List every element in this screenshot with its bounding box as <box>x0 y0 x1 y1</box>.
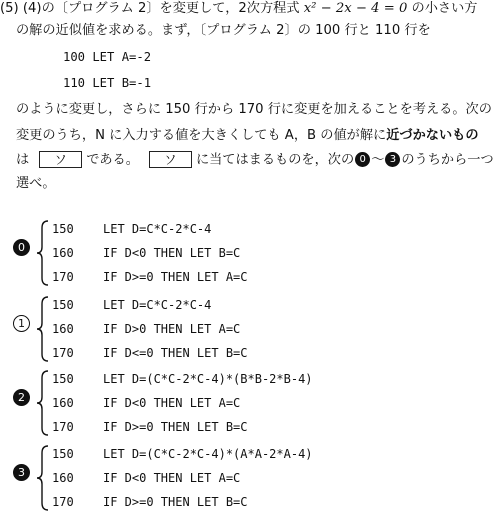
option-1-code-line: IF D>0 THEN LET A=C <box>103 322 241 336</box>
option-0-code-line: IF D>=0 THEN LET A=C <box>103 270 248 284</box>
option-1-code-line: IF D<=0 THEN LET B=C <box>103 346 248 360</box>
option-0-marker: 0 <box>355 152 370 167</box>
option-0-code-line: IF D<0 THEN LET B=C <box>103 246 241 260</box>
option-3-line-number: 170 <box>52 495 74 509</box>
problem-text-5c: に当てはまるものを，次の <box>195 152 355 168</box>
option-3-marker: 3 <box>385 152 400 167</box>
option-3-brace <box>34 445 52 511</box>
option-0-line-number: 150 <box>52 222 74 236</box>
option-2-brace <box>34 370 52 436</box>
problem-text-1b: の小さい方 <box>407 1 478 16</box>
option-0-brace <box>34 220 52 286</box>
option-3-line-number: 150 <box>52 447 74 461</box>
equation: x² − 2x − 4 = 0 <box>303 1 408 16</box>
option-2-line-number: 150 <box>52 372 74 386</box>
problem-text-5b: である。 <box>86 152 139 168</box>
option-0-line-number: 170 <box>52 270 74 284</box>
answer-box-so: ソ <box>39 151 82 168</box>
code-line-110: 110 LET B=-1 <box>63 76 152 90</box>
problem-number: (5) <box>0 1 19 16</box>
problem-text-5a: は <box>16 152 30 168</box>
problem-line-2: の解の近似値を求める。まず，〔プログラム 2〕の 100 行と 110 行を <box>16 23 431 38</box>
emphasis-text: 近づかないもの <box>386 128 479 143</box>
option-1-line-number: 170 <box>52 346 74 360</box>
option-1-label: 1 <box>13 315 30 332</box>
option-1-line-number: 160 <box>52 322 74 336</box>
option-2-code-line: LET D=(C*C-2*C-4)*(B*B-2*B-4) <box>103 372 313 386</box>
answer-box-so-ref: ソ <box>149 151 192 168</box>
range-tilde: 〜 <box>371 152 385 168</box>
option-0-line-number: 160 <box>52 246 74 260</box>
option-3-code-line: IF D<0 THEN LET A=C <box>103 471 241 485</box>
option-3-code-line: LET D=(C*C-2*C-4)*(A*A-2*A-4) <box>103 447 313 461</box>
problem-line-4 <box>16 127 479 145</box>
option-1-line-number: 150 <box>52 298 74 312</box>
code-line-100: 100 LET A=-2 <box>63 50 152 64</box>
option-2-label: 2 <box>13 389 30 406</box>
option-2-line-number: 160 <box>52 396 74 410</box>
problem-text-5d: のうちから一つ <box>401 152 494 168</box>
option-2-code-line: IF D>=0 THEN LET B=C <box>103 420 248 434</box>
option-2-line-number: 170 <box>52 420 74 434</box>
problem-line-6: 選べ。 <box>16 176 56 191</box>
problem-text-4a: 変更のうち，N に入力する値を大きくしても A，B の値が解に <box>16 128 387 143</box>
option-3-label: 3 <box>13 464 30 481</box>
option-0-label: 0 <box>13 239 30 256</box>
option-1-code-line: LET D=C*C-2*C-4 <box>103 298 212 312</box>
problem-text-1a: (4)の〔プログラム 2〕を変更して，2次方程式 <box>22 1 304 16</box>
option-3-code-line: IF D>=0 THEN LET B=C <box>103 495 248 509</box>
problem-line-5 <box>16 151 494 170</box>
problem-line-1 <box>0 0 478 18</box>
problem-line-3: のように変更し，さらに 150 行から 170 行に変更を加えることを考える。次の <box>16 102 492 117</box>
option-0-code-line: LET D=C*C-2*C-4 <box>103 222 212 236</box>
option-3-line-number: 160 <box>52 471 74 485</box>
option-1-brace <box>34 296 52 362</box>
option-2-code-line: IF D<0 THEN LET A=C <box>103 396 241 410</box>
